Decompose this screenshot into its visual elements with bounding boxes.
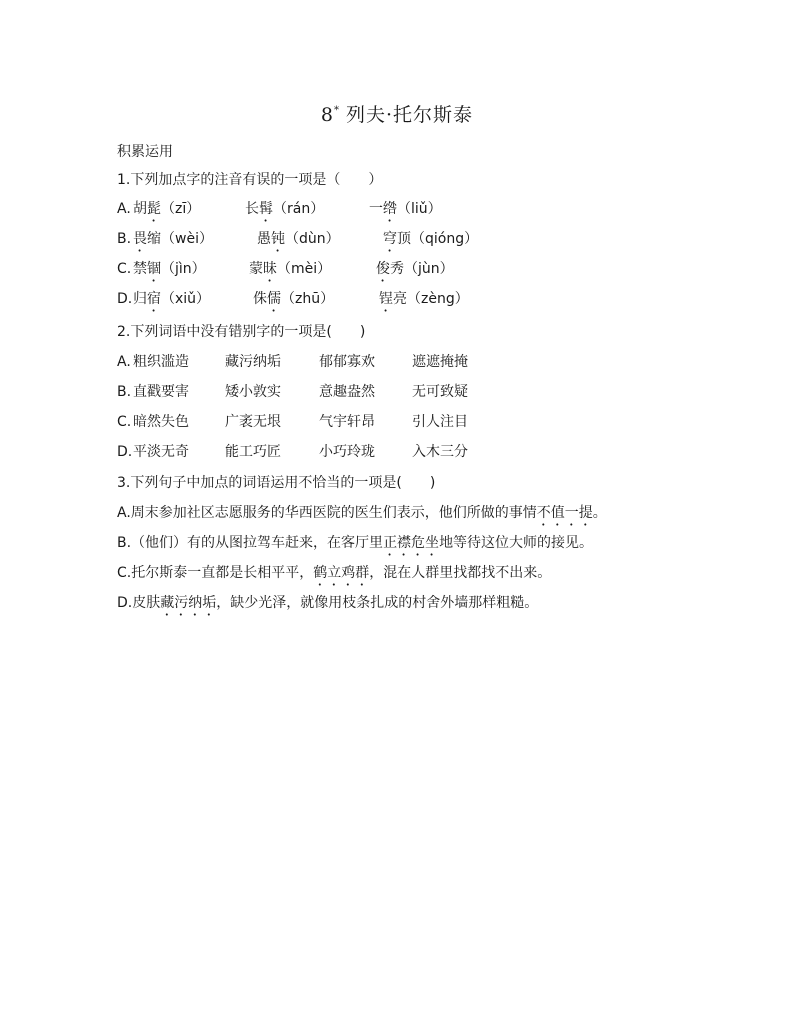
q3-option-b: B.（他们）有的从图拉驾车赶来，在客厅里正襟危坐地等待这位大师的接见。 bbox=[117, 535, 594, 551]
q1-b-item-1: 畏缩（wèi） bbox=[133, 231, 213, 247]
q2-c-word-1: 暗然失色 bbox=[133, 414, 189, 430]
self-study-mark: * bbox=[334, 105, 341, 116]
q1-d-item-2: 侏儒（zhū） bbox=[253, 291, 335, 307]
q3-c-marked-phrase: 鹤立鸡群 bbox=[313, 565, 370, 581]
q2-a-word-1: 粗织滥造 bbox=[133, 354, 189, 370]
lesson-number: 8 bbox=[320, 104, 335, 126]
q2-c-letter: C. bbox=[117, 414, 132, 430]
q1-b-letter: B. bbox=[117, 231, 132, 247]
q2-d-letter: D. bbox=[117, 444, 133, 460]
q3-stem: 3.下列句子中加点的词语运用不恰当的一项是( ) bbox=[117, 475, 436, 491]
q1-d-letter: D. bbox=[117, 291, 133, 307]
q2-a-word-3: 郁郁寡欢 bbox=[319, 354, 375, 370]
q2-b-word-2: 矮小敦实 bbox=[225, 384, 281, 400]
q3-a-marked-phrase: 不值一提 bbox=[536, 505, 593, 521]
q1-c-item-2: 蒙昧（mèi） bbox=[249, 261, 332, 277]
q1-a-letter: A. bbox=[117, 201, 131, 217]
q2-d-word-2: 能工巧匠 bbox=[225, 444, 281, 460]
q2-stem: 2.下列词语中没有错别字的一项是( ) bbox=[117, 324, 366, 340]
q3-option-c: C.托尔斯泰一直都是长相平平，鹤立鸡群，混在人群里找都找不出来。 bbox=[117, 565, 552, 581]
lesson-title: 列夫·托尔斯泰 bbox=[346, 104, 474, 126]
q2-c-word-4: 引人注目 bbox=[412, 414, 468, 430]
q3-option-a: A.周末参加社区志愿服务的华西医院的医生们表示，他们所做的事情不值一提。 bbox=[117, 505, 607, 521]
q2-b-letter: B. bbox=[117, 384, 132, 400]
q1-c-item-1: 禁锢（jìn） bbox=[133, 261, 206, 277]
q2-a-letter: A. bbox=[117, 354, 131, 370]
q2-a-word-4: 遮遮掩掩 bbox=[412, 354, 468, 370]
q3-d-marked-phrase: 藏污纳垢 bbox=[160, 595, 217, 611]
q2-d-word-1: 平淡无奇 bbox=[133, 444, 189, 460]
section-heading: 积累运用 bbox=[117, 144, 173, 160]
q1-b-item-2: 愚钝（dùn） bbox=[257, 231, 340, 247]
q1-b-item-3: 穹顶（qióng） bbox=[383, 231, 479, 247]
q1-a-item-3: 一绺（liǔ） bbox=[369, 201, 442, 217]
q1-a-item-1: 胡髭（zī） bbox=[133, 201, 201, 217]
q2-c-word-2: 广袤无垠 bbox=[225, 414, 281, 430]
q1-a-item-2: 长髯（rán） bbox=[245, 201, 325, 217]
q1-c-letter: C. bbox=[117, 261, 132, 277]
q2-c-word-3: 气宇轩昂 bbox=[319, 414, 375, 430]
q2-b-word-3: 意趣盎然 bbox=[319, 384, 375, 400]
q1-stem: 1.下列加点字的注音有误的一项是（ ） bbox=[117, 172, 383, 188]
q2-b-word-4: 无可致疑 bbox=[412, 384, 468, 400]
q3-option-d: D.皮肤藏污纳垢，缺少光泽，就像用枝条扎成的村舍外墙那样粗糙。 bbox=[117, 595, 539, 611]
q2-a-word-2: 藏污纳垢 bbox=[225, 354, 281, 370]
q3-b-marked-phrase: 正襟危坐 bbox=[383, 535, 440, 551]
page-title bbox=[0, 100, 794, 127]
q1-c-item-3: 俊秀（jùn） bbox=[376, 261, 454, 277]
q2-b-word-1: 直戳要害 bbox=[133, 384, 189, 400]
q2-d-word-4: 入木三分 bbox=[412, 444, 468, 460]
q1-d-item-1: 归宿（xiǔ） bbox=[133, 291, 211, 307]
q1-d-item-3: 锃亮（zèng） bbox=[379, 291, 469, 307]
q2-d-word-3: 小巧玲珑 bbox=[319, 444, 375, 460]
